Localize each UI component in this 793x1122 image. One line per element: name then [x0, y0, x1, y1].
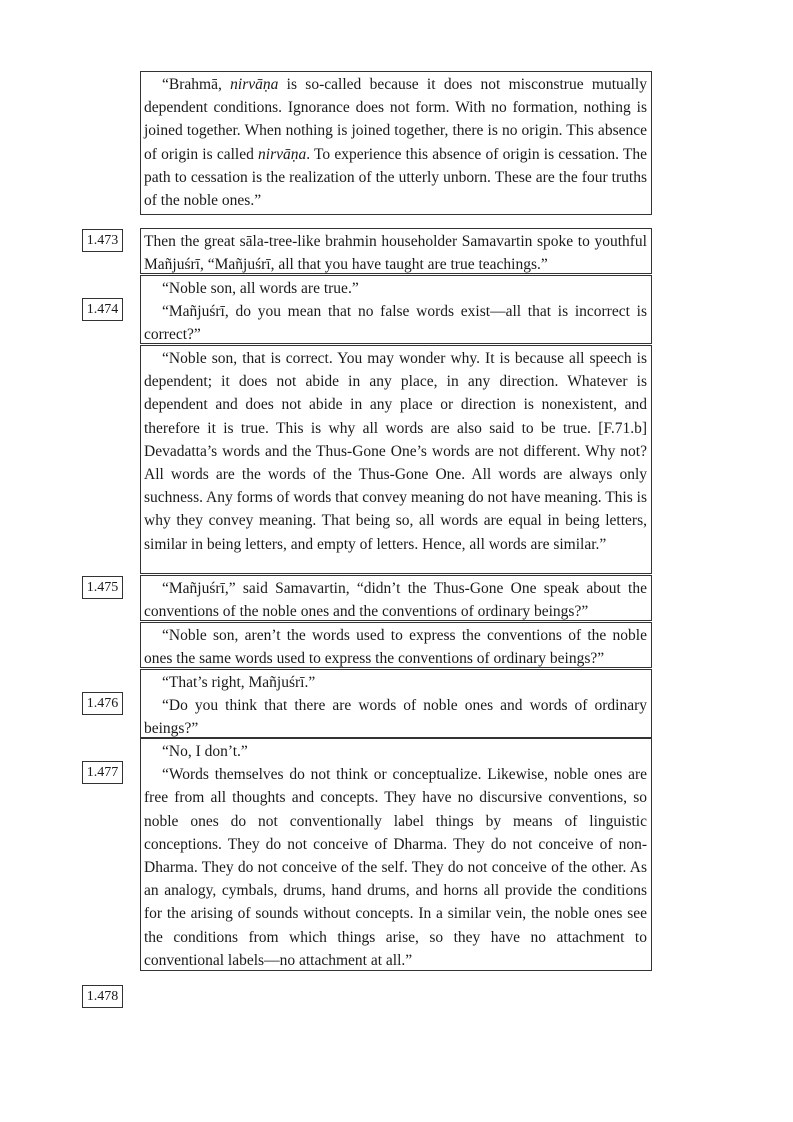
paragraph	[144, 73, 647, 212]
paragraph: “Noble son, that is correct. You may wonder why. It is because all speech is dependent; it does not abide in any place, in any direction. Whatever is dependent and does not abide in any place or direction is nonexistent, and therefore it is true. This is why all words are also said to be true. [F.71.b] Devadatta’s words and the Thus-Gone One’s words are not different. Why not? All words are the words of the Thus-Gone One. All words are always only suchness. Any forms of words that convey meaning do not have meaning. This is why they convey meaning. That being so, all words are equal in being letters, similar in being letters, and empty of letters. Hence, all words are similar.”	[144, 350, 647, 553]
verse-marker: 1.477	[82, 761, 123, 784]
text-segment: “Brahmā,	[162, 76, 231, 93]
paragraph: “Do you think that there are words of noble ones and words of ordinary beings?”	[144, 697, 647, 738]
paragraph: “No, I don’t.”	[162, 743, 248, 760]
text-segment: . To experience this absence of origin is cessation. The path to cessation is the realization of the utterly unborn. These are the four truths of the noble ones.”	[144, 145, 648, 210]
paragraph: “Mañjuśrī, do you mean that no false words exist—all that is incorrect is correct?”	[144, 303, 647, 344]
paragraph: “Words themselves do not think or conceptualize. Likewise, noble ones are free from all thoughts and concepts. They have no discursive conventions, so noble ones do not conventionally label things by means of linguistic conceptions. They do not conceive of Dharma. They do not conceive of non-Dharma. They do not conceive of the self. They do not conceive of the other. As an analogy, cymbals, drums, hand drums, and horns all provide the conditions for the arising of sounds without concepts. In a similar vein, the noble ones see the conditions from which things arise, so they have no attachment to conventional labels—no attachment at all.”	[144, 766, 647, 969]
paragraph: “Mañjuśrī,” said Samavartin, “didn’t the Thus-Gone One speak about the conventions of the noble ones and the conventions of ordinary beings?”	[144, 580, 647, 621]
passage-block	[140, 71, 652, 215]
passage-block	[140, 345, 652, 574]
emphasis-term: nirvāṇa	[258, 145, 307, 163]
text-segment: is so-called because it does not misconstrue mutually dependent conditions. Ignorance does not form. With no formation, nothing is joined together. When nothing is joined together, there is no origin. This absence of origin is called	[144, 76, 647, 163]
emphasis-term: nirvāṇa	[230, 76, 279, 93]
paragraph: “Noble son, aren’t the words used to express the conventions of the noble ones the same words used to express the conventions of ordinary beings?”	[144, 627, 647, 668]
verse-marker: 1.476	[82, 692, 123, 715]
paragraph: “Noble son, all words are true.”	[162, 280, 359, 297]
passage-block	[140, 575, 652, 621]
passage-block	[140, 738, 652, 971]
verse-marker: 1.473	[82, 229, 123, 252]
passage-block	[140, 622, 652, 668]
paragraph: “That’s right, Mañjuśrī.”	[162, 674, 316, 691]
paragraph: Then the great sāla-tree-like brahmin householder Samavartin spoke to youthful Mañjuśrī, “Mañjuśrī, all that you have taught are true teachings.”	[144, 233, 647, 274]
passage-block	[140, 275, 652, 344]
passage-block	[140, 669, 652, 738]
verse-marker: 1.474	[82, 298, 123, 321]
passage-block	[140, 228, 652, 274]
verse-marker: 1.475	[82, 576, 123, 599]
verse-marker: 1.478	[82, 985, 123, 1008]
